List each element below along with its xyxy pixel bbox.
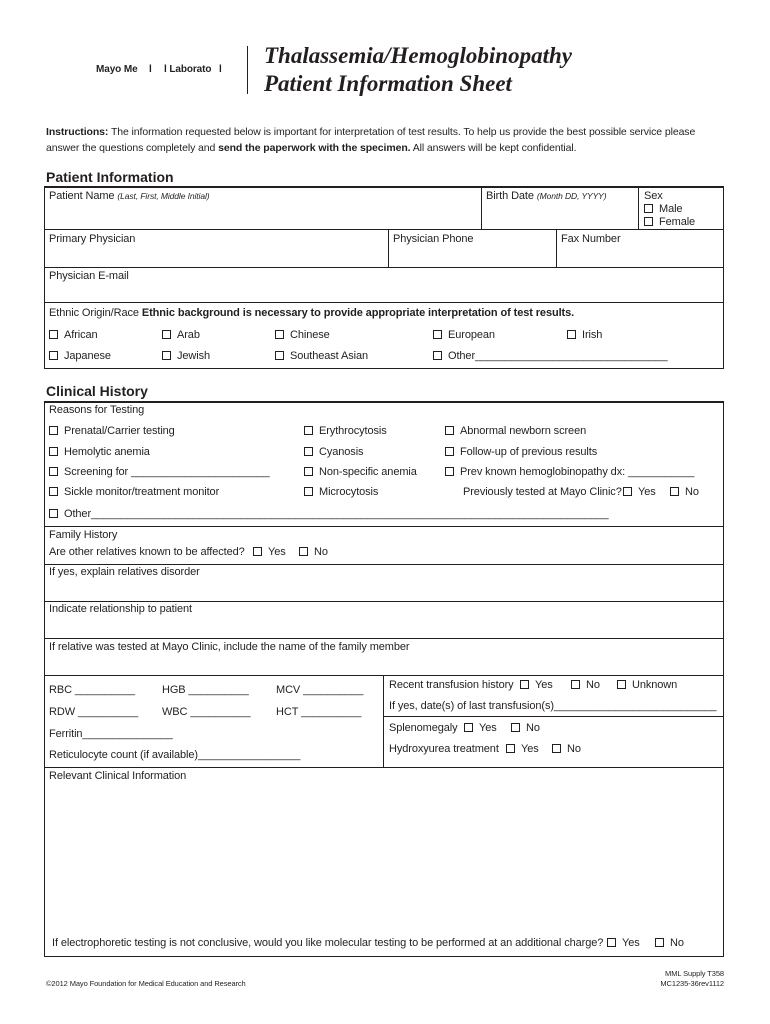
option-label: No xyxy=(526,722,540,734)
checkbox[interactable] xyxy=(49,351,58,360)
divider xyxy=(383,675,384,767)
physician-email-field[interactable]: Physician E-mail xyxy=(49,270,129,282)
checkbox[interactable] xyxy=(655,938,664,947)
checkbox[interactable] xyxy=(445,447,454,456)
divider xyxy=(388,229,389,267)
option-label: Sickle monitor/treatment monitor xyxy=(64,486,220,498)
physician-phone-field[interactable]: Physician Phone xyxy=(393,233,474,245)
checkbox[interactable] xyxy=(567,330,576,339)
checkbox[interactable] xyxy=(520,680,529,689)
divider xyxy=(44,675,724,676)
option-label: Cyanosis xyxy=(319,446,364,458)
option-label: African xyxy=(64,329,98,341)
option-label: Yes xyxy=(535,679,553,691)
option-label: Yes xyxy=(268,546,286,558)
transfusion-unknown[interactable] xyxy=(617,679,677,692)
option-label: Screening for _______________________ xyxy=(64,466,270,478)
divider xyxy=(638,187,639,229)
copyright: ©2012 Mayo Foundation for Medical Education and Research xyxy=(46,979,246,988)
instructions-line2 xyxy=(46,142,576,155)
option-label: No xyxy=(685,486,699,498)
hydroxyurea-no[interactable] xyxy=(552,743,581,756)
patient-name-label: Patient Name xyxy=(49,190,115,202)
option-label: Unknown xyxy=(632,679,678,691)
checkbox[interactable] xyxy=(304,467,313,476)
logo-separator: l xyxy=(149,64,152,75)
checkbox[interactable] xyxy=(445,467,454,476)
ferritin-field[interactable]: Ferritin_______________ xyxy=(49,728,173,740)
checkbox[interactable] xyxy=(162,351,171,360)
checkbox[interactable] xyxy=(304,447,313,456)
divider xyxy=(481,187,482,229)
ethnic-option-arab[interactable] xyxy=(162,329,200,342)
reason-cyanosis[interactable] xyxy=(304,446,363,459)
option-label: No xyxy=(670,937,684,949)
reason-microcytosis[interactable] xyxy=(304,486,378,499)
splenomegaly-yes[interactable] xyxy=(464,722,497,735)
instructions-bold: send the paperwork with the specimen. xyxy=(218,142,411,154)
prev-tested-yes[interactable] xyxy=(623,486,656,499)
option-label: Abnormal newborn screen xyxy=(460,425,587,437)
reason-prenatal[interactable] xyxy=(49,425,175,438)
checkbox[interactable] xyxy=(445,426,454,435)
reason-hemolytic[interactable] xyxy=(49,446,150,459)
mcv-field[interactable]: MCV __________ xyxy=(276,684,364,696)
checkbox[interactable] xyxy=(511,723,520,732)
supply-number: MML Supply T358 xyxy=(665,969,724,978)
ethnic-option-japanese[interactable] xyxy=(49,350,111,363)
option-label: Other________________________________ xyxy=(448,350,668,362)
prev-tested-no[interactable] xyxy=(670,486,699,499)
checkbox[interactable] xyxy=(607,938,616,947)
checkbox[interactable] xyxy=(433,351,442,360)
ethnic-option-chinese[interactable] xyxy=(275,329,330,342)
divider xyxy=(556,229,557,267)
divider xyxy=(44,229,724,230)
instructions-text: answer the questions completely and xyxy=(46,142,216,154)
reason-screening[interactable] xyxy=(49,466,270,479)
option-label: Chinese xyxy=(290,329,330,341)
relationship-field[interactable]: Indicate relationship to patient xyxy=(49,603,192,615)
option-label: Arab xyxy=(177,329,200,341)
ethnic-option-southeast-asian[interactable] xyxy=(275,350,368,363)
form-code: MC1235-36rev1112 xyxy=(660,979,724,988)
section-heading-patient: Patient Information xyxy=(46,169,174,185)
rdw-field[interactable]: RDW __________ xyxy=(49,706,139,718)
checkbox[interactable] xyxy=(433,330,442,339)
instructions-line1 xyxy=(46,126,695,139)
reason-nonspecific-anemia[interactable] xyxy=(304,466,417,479)
divider xyxy=(44,767,724,768)
divider xyxy=(44,601,724,602)
form-title-line2: Patient Information Sheet xyxy=(264,71,512,96)
option-label: European xyxy=(448,329,495,341)
birth-date-hint: (Month DD, YYYY) xyxy=(536,191,607,201)
option-label: Female xyxy=(659,216,696,228)
explain-disorder-field[interactable]: If yes, explain relatives disorder xyxy=(49,566,200,578)
ethnic-note: Ethnic background is necessary to provide appropriate interpretation of test results. xyxy=(141,307,575,319)
hgb-field[interactable]: HGB __________ xyxy=(162,684,249,696)
reticulocyte-field[interactable]: Reticulocyte count (if available)_________________ xyxy=(49,749,301,761)
option-label: Jewish xyxy=(177,350,211,362)
divider xyxy=(44,564,724,565)
relatives-yes[interactable] xyxy=(253,546,286,559)
option-label: No xyxy=(586,679,600,691)
option-label: No xyxy=(314,546,328,558)
molecular-no[interactable] xyxy=(655,937,684,950)
checkbox[interactable] xyxy=(162,330,171,339)
reason-followup[interactable] xyxy=(445,446,597,459)
family-history-label: Family History xyxy=(49,529,118,541)
option-label: Non-specific anemia xyxy=(319,466,417,478)
ethnic-option-jewish[interactable] xyxy=(162,350,210,363)
form-title-line1: Thalassemia/Hemoglobinopathy xyxy=(264,43,572,68)
checkbox[interactable] xyxy=(49,487,58,496)
molecular-yes[interactable] xyxy=(607,937,640,950)
wbc-field[interactable]: WBC __________ xyxy=(162,706,251,718)
mayo-family-member-field[interactable]: If relative was tested at Mayo Clinic, include the name of the family member xyxy=(49,641,410,653)
hydroxyurea-yes[interactable] xyxy=(506,743,539,756)
sex-female-option[interactable] xyxy=(644,216,695,229)
relatives-question: Are other relatives known to be affected? xyxy=(49,546,245,558)
header-divider xyxy=(247,46,248,94)
checkbox[interactable] xyxy=(49,467,58,476)
primary-physician-field[interactable]: Primary Physician xyxy=(49,233,136,245)
checkbox[interactable] xyxy=(670,487,679,496)
checkbox[interactable] xyxy=(49,330,58,339)
ethnic-option-other[interactable] xyxy=(433,350,668,363)
divider xyxy=(44,267,724,268)
checkbox[interactable] xyxy=(49,426,58,435)
splenomegaly-no[interactable] xyxy=(511,722,540,735)
checkbox[interactable] xyxy=(571,680,580,689)
fax-number-field[interactable]: Fax Number xyxy=(561,233,621,245)
reason-prev-known[interactable] xyxy=(445,466,694,479)
birth-date-label: Birth Date xyxy=(486,190,534,202)
reason-sickle[interactable] xyxy=(49,486,219,499)
relevant-clinical-info-field[interactable]: Relevant Clinical Information xyxy=(49,770,187,782)
patient-name-hint: (Last, First, Middle Initial) xyxy=(117,191,210,201)
option-label: Follow-up of previous results xyxy=(460,446,598,458)
option-label: Male xyxy=(659,203,683,215)
logo-separator: l xyxy=(219,64,222,75)
checkbox[interactable] xyxy=(644,217,653,226)
sex-male-option[interactable] xyxy=(644,203,682,216)
checkbox[interactable] xyxy=(617,680,626,689)
relatives-no[interactable] xyxy=(299,546,328,559)
checkbox[interactable] xyxy=(623,487,632,496)
option-label: Prev known hemoglobinopathy dx: ___________ xyxy=(460,466,695,478)
ethnic-label: Ethnic Origin/Race xyxy=(49,307,139,319)
ethnic-option-irish[interactable] xyxy=(567,329,602,342)
reasons-label: Reasons for Testing xyxy=(49,404,145,416)
ethnic-origin-label xyxy=(49,307,574,320)
patient-name-field[interactable] xyxy=(49,190,209,203)
option-label: Southeast Asian xyxy=(290,350,369,362)
logo-text-left: Mayo Me xyxy=(96,64,138,75)
divider xyxy=(44,638,724,639)
option-label: Yes xyxy=(622,937,640,949)
ethnic-option-european[interactable] xyxy=(433,329,495,342)
instructions-text: All answers will be kept confidential. xyxy=(412,142,577,154)
option-label: Japanese xyxy=(64,350,111,362)
option-label: Yes xyxy=(521,743,539,755)
option-label: Erythrocytosis xyxy=(319,425,387,437)
checkbox[interactable] xyxy=(49,509,58,518)
divider xyxy=(44,526,724,527)
transfusion-dates-field[interactable]: If yes, date(s) of last transfusion(s)___________________________ xyxy=(389,700,717,712)
reason-erythrocytosis[interactable] xyxy=(304,425,387,438)
option-label: Irish xyxy=(582,329,603,341)
rbc-field[interactable]: RBC __________ xyxy=(49,684,136,696)
instructions-text: The information requested below is important for interpretation of test results. To help us provide the best possible service please xyxy=(110,126,696,138)
checkbox[interactable] xyxy=(275,330,284,339)
checkbox[interactable] xyxy=(49,447,58,456)
transfusion-label: Recent transfusion history xyxy=(389,679,514,691)
checkbox[interactable] xyxy=(275,351,284,360)
molecular-testing-question: If electrophoretic testing is not conclusive, would you like molecular testing to be performed at an additional charge? xyxy=(52,937,604,949)
divider xyxy=(44,302,724,303)
transfusion-no[interactable] xyxy=(571,679,600,692)
instructions-label: Instructions: xyxy=(46,126,109,138)
option-label: Prenatal/Carrier testing xyxy=(64,425,175,437)
checkbox[interactable] xyxy=(506,744,515,753)
reason-other[interactable] xyxy=(49,508,609,521)
option-label: Yes xyxy=(479,722,497,734)
reason-newborn[interactable] xyxy=(445,425,586,438)
hct-field[interactable]: HCT __________ xyxy=(276,706,362,718)
transfusion-yes[interactable] xyxy=(520,679,553,692)
hydroxyurea-label: Hydroxyurea treatment xyxy=(389,743,499,755)
checkbox[interactable] xyxy=(304,487,313,496)
option-label: Microcytosis xyxy=(319,486,379,498)
checkbox[interactable] xyxy=(253,547,262,556)
sex-label: Sex xyxy=(644,190,663,202)
option-label: Yes xyxy=(638,486,656,498)
birth-date-field[interactable] xyxy=(486,190,606,203)
checkbox[interactable] xyxy=(464,723,473,732)
ethnic-option-african[interactable] xyxy=(49,329,98,342)
divider xyxy=(383,716,724,717)
splenomegaly-label: Splenomegaly xyxy=(389,722,458,734)
option-label: Other______________________________________________________________________________________ xyxy=(64,508,609,520)
option-label: Hemolytic anemia xyxy=(64,446,150,458)
prev-tested-question: Previously tested at Mayo Clinic? xyxy=(463,486,622,498)
checkbox[interactable] xyxy=(304,426,313,435)
section-heading-clinical: Clinical History xyxy=(46,383,148,399)
option-label: No xyxy=(567,743,581,755)
checkbox[interactable] xyxy=(644,204,653,213)
logo-text-right: l Laborato xyxy=(164,64,212,75)
checkbox[interactable] xyxy=(299,547,308,556)
patient-info-box xyxy=(44,186,724,369)
checkbox[interactable] xyxy=(552,744,561,753)
